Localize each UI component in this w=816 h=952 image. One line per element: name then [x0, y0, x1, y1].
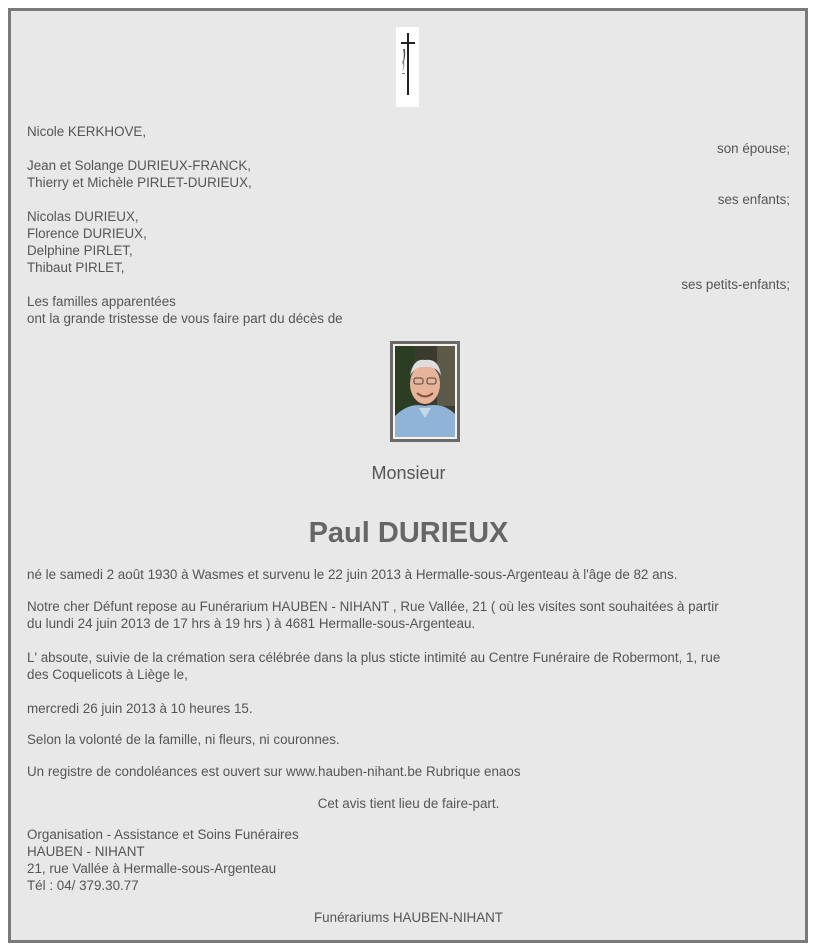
notice-statement: Cet avis tient lieu de faire-part.	[317, 796, 500, 811]
organisation-phone: Tél : 04/ 379.30.77	[27, 878, 139, 893]
rest-info-line-1: Notre cher Défunt repose au Funérarium HAUBEN - NIHANT , Rue Vallée, 21 ( où les visites sont souhaitées à partir	[27, 599, 719, 614]
cross-image	[396, 27, 419, 107]
grandchild-4: Thibaut PIRLET,	[27, 260, 125, 275]
ceremony-date: mercredi 26 juin 2013 à 10 heures 15.	[27, 701, 253, 716]
birth-death-info: né le samedi 2 août 1930 à Wasmes et survenu le 22 juin 2013 à Hermalle-sous-Argenteau à l'âge de 82 ans.	[27, 567, 678, 582]
ceremony-line-2: des Coquelicots à Liège le,	[27, 667, 188, 682]
grandchild-3: Delphine PIRLET,	[27, 243, 133, 258]
organisation-line-1: Organisation - Assistance et Soins Funéraires	[27, 827, 299, 842]
deceased-title: Monsieur	[371, 463, 446, 483]
wife-role: son épouse;	[717, 141, 790, 156]
deceased-photo	[390, 341, 460, 442]
children-role: ses enfants;	[717, 192, 790, 207]
deceased-name: Paul DURIEUX	[308, 517, 509, 549]
cross-icon	[396, 27, 419, 107]
grandchild-2: Florence DURIEUX,	[27, 226, 147, 241]
child-1: Jean et Solange DURIEUX-FRANCK,	[27, 158, 252, 173]
child-2: Thierry et Michèle PIRLET-DURIEUX,	[27, 175, 252, 190]
grandchild-1: Nicolas DURIEUX,	[27, 209, 139, 224]
rest-info-line-2: du lundi 24 juin 2013 de 17 hrs à 19 hrs ) à 4681 Hermalle-sous-Argenteau.	[27, 616, 476, 631]
death-notice	[8, 8, 808, 943]
flowers-note: Selon la volonté de la famille, ni fleurs, ni couronnes.	[27, 732, 340, 747]
portrait-image	[395, 346, 455, 437]
organisation-address: 21, rue Vallée à Hermalle-sous-Argenteau	[27, 861, 277, 876]
condolence-registry: Un registre de condoléances est ouvert sur www.hauben-nihant.be Rubrique enaos	[27, 764, 521, 779]
families-line-2: ont la grande tristesse de vous faire part du décès de	[27, 311, 343, 326]
wife-name: Nicole KERKHOVE,	[27, 124, 147, 139]
organisation-line-2: HAUBEN - NIHANT	[27, 844, 145, 859]
families-line-1: Les familles apparentées	[27, 294, 176, 309]
ceremony-line-1: L' absoute, suivie de la crémation sera célébrée dans la plus sticte intimité au Centre Funéraire de Robermont, 1, rue	[27, 650, 721, 665]
footer-signature: Funérariums HAUBEN-NIHANT	[314, 910, 503, 925]
grandchildren-role: ses petits-enfants;	[681, 277, 790, 292]
